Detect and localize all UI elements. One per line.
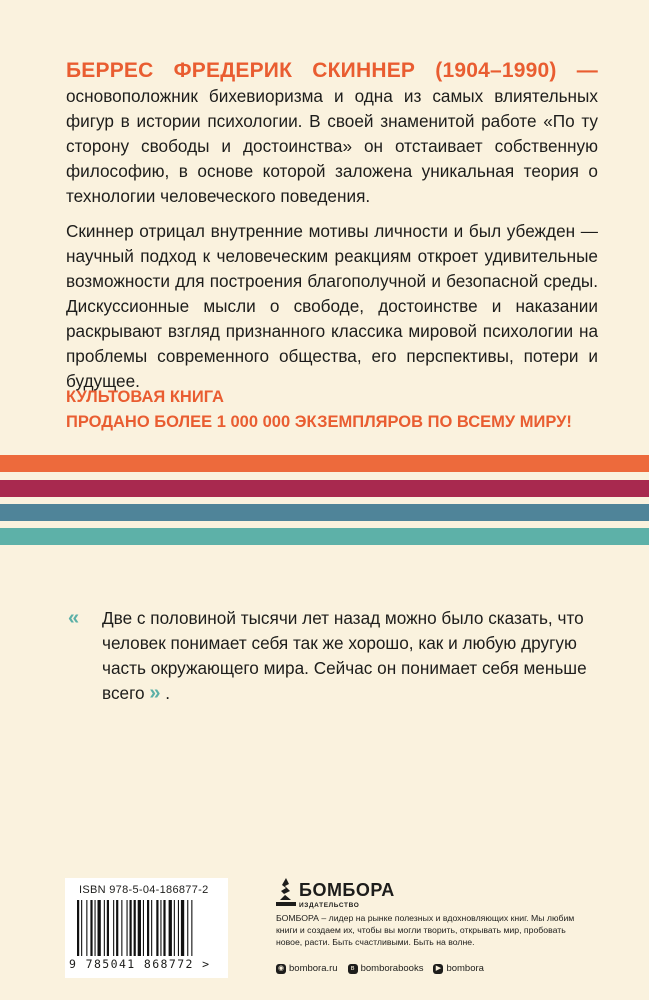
quote-text: Две с половиной тысячи лет назад можно было сказать, что человек понимает себя так же хорошо, как и любую другую часть окружающего мира. Сейчас он понимает себя меньше всего [102, 608, 587, 703]
web-icon: ◉ [277, 964, 285, 972]
social-vk-label: bomborabooks [360, 963, 424, 974]
barcode-bar [107, 900, 109, 956]
barcode-bar [178, 900, 179, 956]
barcode [65, 878, 228, 978]
barcode-bar [90, 900, 92, 956]
barcode-bar [113, 900, 114, 956]
social-web[interactable] [276, 963, 338, 974]
barcode-digits: 9 785041 868772 > [69, 957, 211, 971]
author-intro-text: основоположник бихевиоризма и одна из самых влиятельных фигур в истории психологии. В своей знаменитой работе «По ту сторону свободы и достоинства» он отстаивает собственную философию, в основе которой заложена уникальная теория о технологии человеческого поведения. [66, 86, 598, 206]
publisher-socials [276, 963, 484, 974]
description-paragraph: Скиннер отрицал внутренние мотивы личности и был убежден — научный подход к человеческим реакциям откроет удивительные возможности для построения благополучной и безопасной среды. Дискуссионные мысли о свободе, достоинстве и наказании раскрывают взгляд признанного классика мировой психологии на проблемы современного общества, его перспективы, потери и будущее. [66, 221, 598, 391]
publisher-description: БОМБОРА – лидер на рынке полезных и вдохновляющих книг. Мы любим книги и создаем их, чтобы вы могли творить, открывать мир, пробовать новое, расти. Быть счастливыми. Быть на волне. [276, 913, 575, 947]
stripe-teal [0, 528, 649, 545]
publisher-name: БОМБОРА [299, 880, 395, 900]
author-name-heading: БЕРРЕС ФРЕДЕРИК СКИННЕР (1904–1990) — [66, 59, 598, 82]
isbn-label: ISBN 978-5-04-186877-2 [79, 884, 209, 896]
barcode-bar [134, 900, 136, 956]
barcode-bar [181, 900, 184, 956]
quote-open-mark: « [68, 607, 80, 629]
barcode-bar [147, 900, 149, 956]
barcode-bar [116, 900, 118, 956]
barcode-bar [86, 900, 87, 956]
barcode-bar [81, 900, 82, 956]
quote-close-mark: » [149, 682, 161, 704]
social-vk[interactable] [348, 963, 424, 974]
barcode-bar [127, 900, 128, 956]
social-other[interactable] [433, 963, 484, 974]
barcode-bar [130, 900, 132, 956]
stripe-blue [0, 504, 649, 521]
barcode-bar [163, 900, 165, 956]
barcode-bar [121, 900, 122, 956]
quote-block [68, 606, 588, 706]
barcode-bar [98, 900, 101, 956]
tagline-cult: КУЛЬТОВАЯ КНИГА [66, 388, 224, 406]
barcode-bar [174, 900, 175, 956]
barcode-bars [77, 900, 217, 956]
barcode-bar [169, 900, 172, 956]
publisher-subtitle: ИЗДАТЕЛЬСТВО [299, 902, 360, 909]
barcode-bar [95, 900, 96, 956]
bombora-logo-icon [276, 876, 296, 910]
stripe-crimson [0, 480, 649, 497]
stripe-orange [0, 455, 649, 472]
barcode-bar [138, 900, 141, 956]
barcode-bar [191, 900, 192, 956]
barcode-bar [104, 900, 105, 956]
barcode-bar [156, 900, 158, 956]
barcode-bar [77, 900, 79, 956]
social-web-label: bombora.ru [289, 963, 338, 974]
barcode-bar [143, 900, 144, 956]
barcode-bar [151, 900, 152, 956]
vk-icon: в [348, 964, 358, 974]
quote-end: . [165, 683, 171, 703]
tagline-sales: ПРОДАНО БОЛЕЕ 1 000 000 ЭКЗЕМПЛЯРОВ ПО ВСЕМУ МИРУ! [66, 413, 572, 431]
social-icons: ▶ [433, 964, 443, 974]
barcode-bar [160, 900, 161, 956]
barcode-bar [187, 900, 188, 956]
social-other-label: bombora [446, 963, 484, 974]
author-intro [66, 58, 598, 209]
